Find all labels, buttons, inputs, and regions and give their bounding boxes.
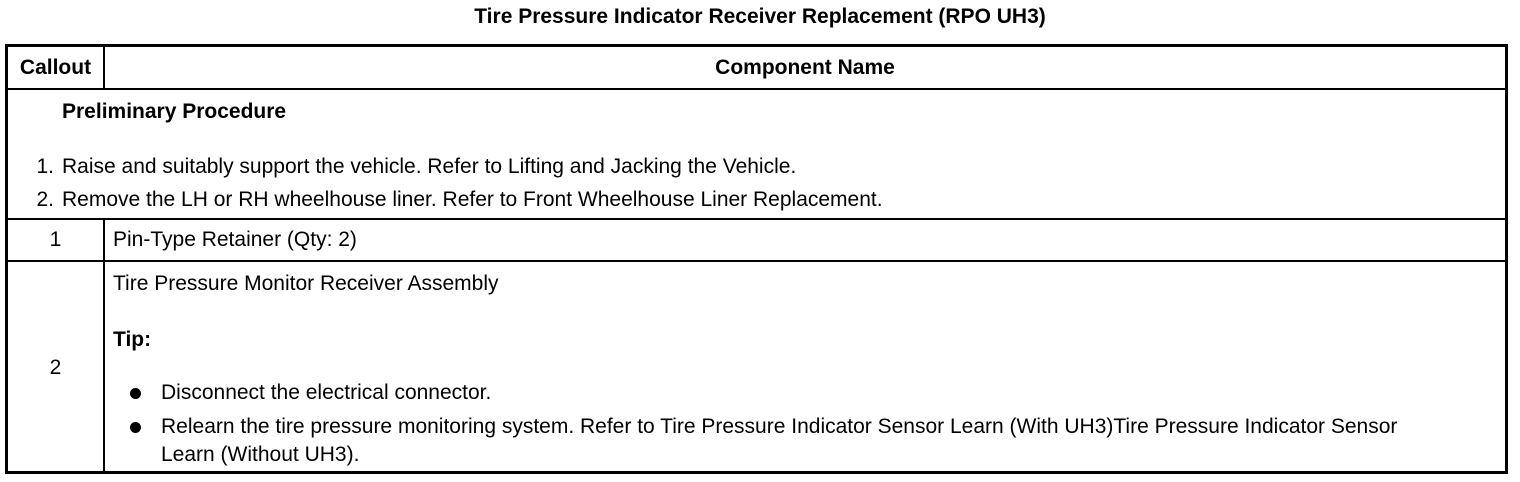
list-item — [113, 379, 1453, 407]
bullet-icon — [130, 388, 141, 399]
component-name: Tire Pressure Monitor Receiver Assembly — [113, 272, 499, 295]
procedure-table — [5, 44, 1508, 474]
step-number: 1. — [36, 155, 54, 178]
preliminary-step — [8, 186, 883, 214]
tip-label: Tip: — [113, 328, 152, 351]
column-divider — [103, 262, 105, 474]
column-divider — [103, 220, 105, 260]
bullet-text: Disconnect the electrical connector. — [161, 381, 492, 404]
step-text: Raise and suitably support the vehicle. Refer to Lifting and Jacking the Vehicle. — [62, 155, 797, 178]
preliminary-heading: Preliminary Procedure — [62, 100, 287, 123]
step-text: Remove the LH or RH wheelhouse liner. Refer to Front Wheelhouse Liner Replacement. — [62, 188, 883, 211]
component-name: Pin-Type Retainer (Qty: 2) — [113, 228, 357, 251]
header-component-name: Component Name — [715, 56, 895, 79]
table-row — [8, 220, 1505, 262]
page-title: Tire Pressure Indicator Receiver Replacement (RPO UH3) — [474, 5, 1046, 28]
bullet-icon — [130, 422, 141, 433]
callout-cell: 2 — [49, 356, 62, 379]
table-header-row — [8, 47, 1505, 90]
step-number: 2. — [36, 188, 54, 211]
table-row — [8, 262, 1505, 474]
callout-cell: 1 — [49, 228, 62, 251]
tip-bullet-list — [113, 379, 1453, 475]
preliminary-step — [8, 153, 796, 181]
preliminary-procedure-row — [8, 90, 1505, 220]
bullet-text: Relearn the tire pressure monitoring system. Refer to Tire Pressure Indicator Sensor Learn (With UH3)Tire Pressure Indicator Sensor Learn (Without UH3). — [161, 415, 1398, 466]
header-callout: Callout — [19, 56, 92, 79]
list-item — [113, 413, 1453, 469]
